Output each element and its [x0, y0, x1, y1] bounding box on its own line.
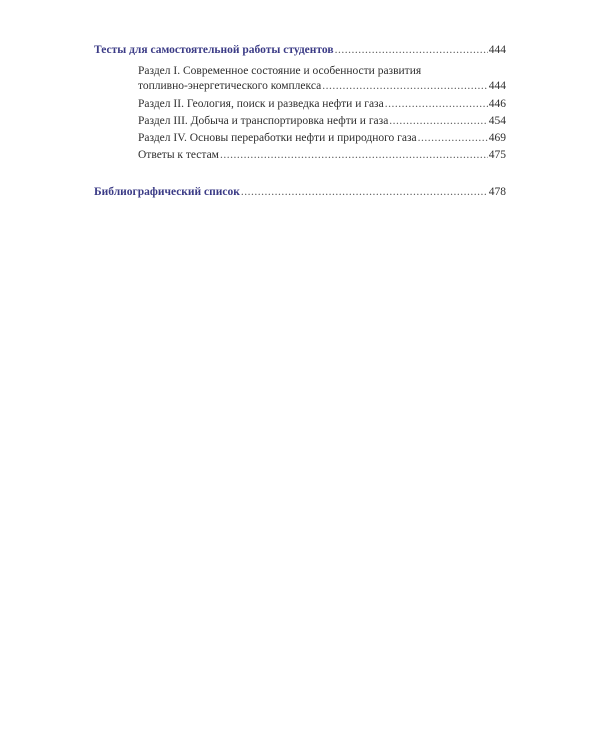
toc-page-number: 478: [488, 186, 506, 198]
toc-entry-title-line2: топливно-энергетического комплекса: [138, 80, 322, 92]
toc-entry-section-3[interactable]: [94, 113, 506, 130]
toc-page-number: 444: [488, 80, 506, 92]
toc-entry-bibliography[interactable]: [94, 184, 506, 201]
toc-entry-title: Ответы к тестам: [138, 149, 219, 161]
toc-leader-dots: [322, 79, 488, 94]
toc-entry-title: Раздел IV. Основы переработки нефти и природного газа: [138, 132, 417, 144]
toc-leader-dots: [220, 147, 488, 164]
toc-page-number: 444: [488, 44, 506, 56]
table-of-contents: [94, 42, 506, 201]
toc-leader-dots: [241, 184, 488, 201]
toc-page-number: 454: [488, 115, 506, 127]
toc-entry-title: Тесты для самостоятельной работы студентов: [94, 44, 334, 56]
toc-entry-section-1[interactable]: [94, 64, 506, 94]
toc-leader-dots: [389, 113, 487, 130]
toc-entry-title: Библиографический список: [94, 186, 240, 198]
toc-leader-dots: [418, 130, 488, 147]
toc-entry-title: Раздел III. Добыча и транспортировка нефти и газа: [138, 115, 389, 127]
toc-entry-tests[interactable]: [94, 42, 506, 59]
toc-entry-title: Раздел II. Геология, поиск и разведка нефти и газа: [138, 98, 384, 110]
toc-leader-dots: [335, 42, 488, 59]
toc-entry-section-4[interactable]: [94, 130, 506, 147]
toc-entry-title-line1: Раздел I. Современное состояние и особенности развития: [138, 65, 422, 77]
toc-entry-section-2[interactable]: [94, 96, 506, 113]
toc-page-number: 446: [488, 98, 506, 110]
toc-entry-answers[interactable]: [94, 147, 506, 164]
toc-page-number: 475: [488, 149, 506, 161]
toc-leader-dots: [385, 96, 488, 113]
toc-page-number: 469: [488, 132, 506, 144]
